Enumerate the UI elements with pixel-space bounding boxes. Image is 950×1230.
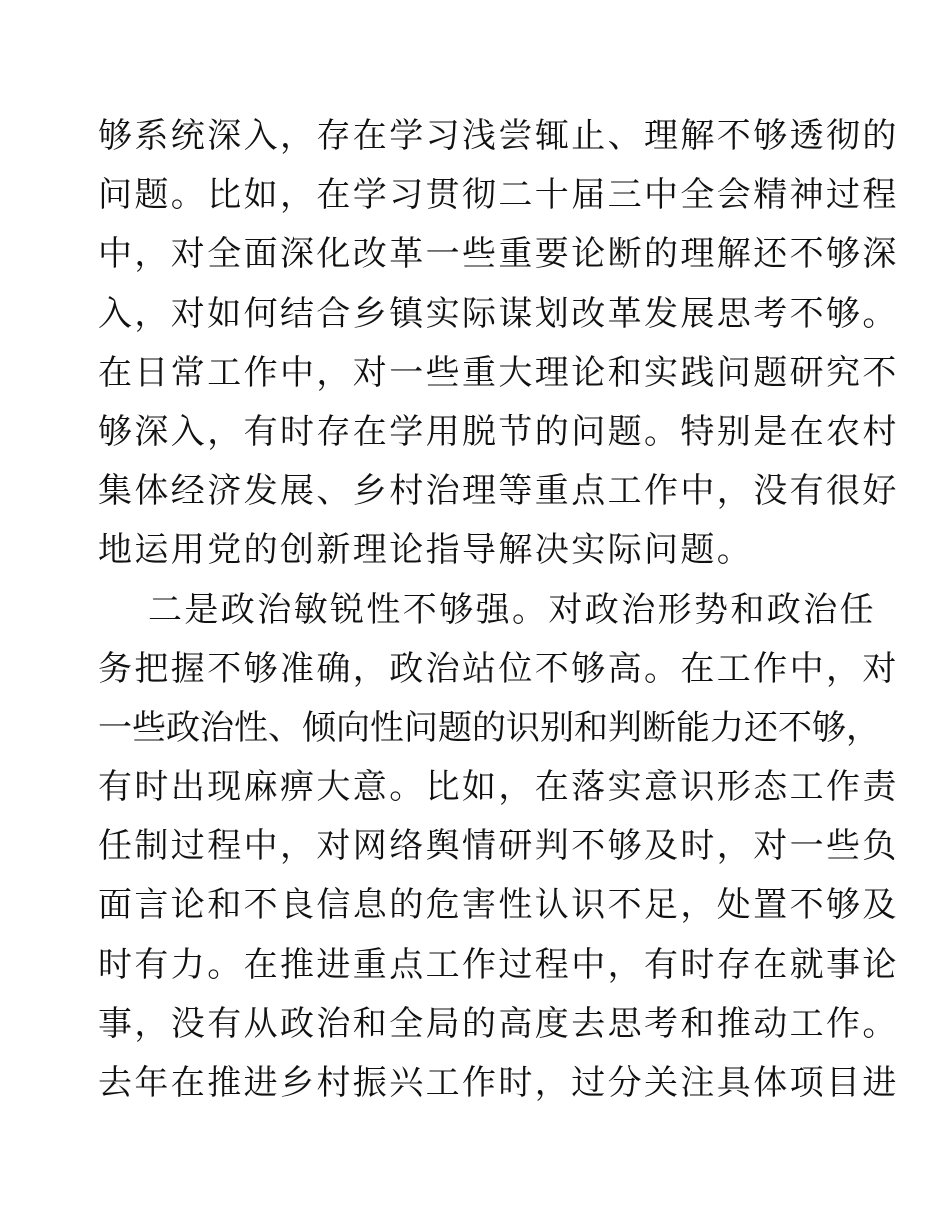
text-line: 务把握不够准确，政治站位不够高。在工作中，对: [98, 648, 899, 689]
text-line: 在日常工作中，对一些重大理论和实践问题研究不: [98, 352, 899, 393]
text-line: 任制过程中，对网络舆情研判不够及时，对一些负: [98, 826, 899, 867]
body-text: [98, 107, 899, 1113]
text-line: 入，对如何结合乡镇实际谋划改革发展思考不够。: [98, 293, 899, 334]
text-line: 问题。比如，在学习贯彻二十届三中全会精神过程: [98, 175, 899, 216]
text-line: 有时出现麻痹大意。比如，在落实意识形态工作责: [98, 767, 899, 808]
text-line: 集体经济发展、乡村治理等重点工作中，没有很好: [98, 471, 899, 512]
text-line: 够系统深入，存在学习浅尝辄止、理解不够透彻的: [98, 116, 899, 156]
text-line: 去年在推进乡村振兴工作时，过分关注具体项目进: [98, 1063, 899, 1103]
paragraph-start-line: 二是政治敏锐性不够强。对政治形势和政治任: [148, 589, 876, 630]
text-line: 地运用党的创新理论指导解决实际问题。: [98, 530, 754, 571]
text-line: 中，对全面深化改革一些重要论断的理解还不够深: [98, 234, 899, 275]
text-line: 够深入，有时存在学用脱节的问题。特别是在农村: [98, 411, 899, 452]
text-line: 事，没有从政治和全局的高度去思考和推动工作。: [98, 1003, 899, 1044]
text-line: 面言论和不良信息的危害性认识不足，处置不够及: [98, 885, 899, 926]
text-line: 一些政治性、倾向性问题的识别和判断能力还不够，: [98, 707, 880, 748]
text-line: 时有力。在推进重点工作过程中，有时存在就事论: [98, 944, 899, 985]
